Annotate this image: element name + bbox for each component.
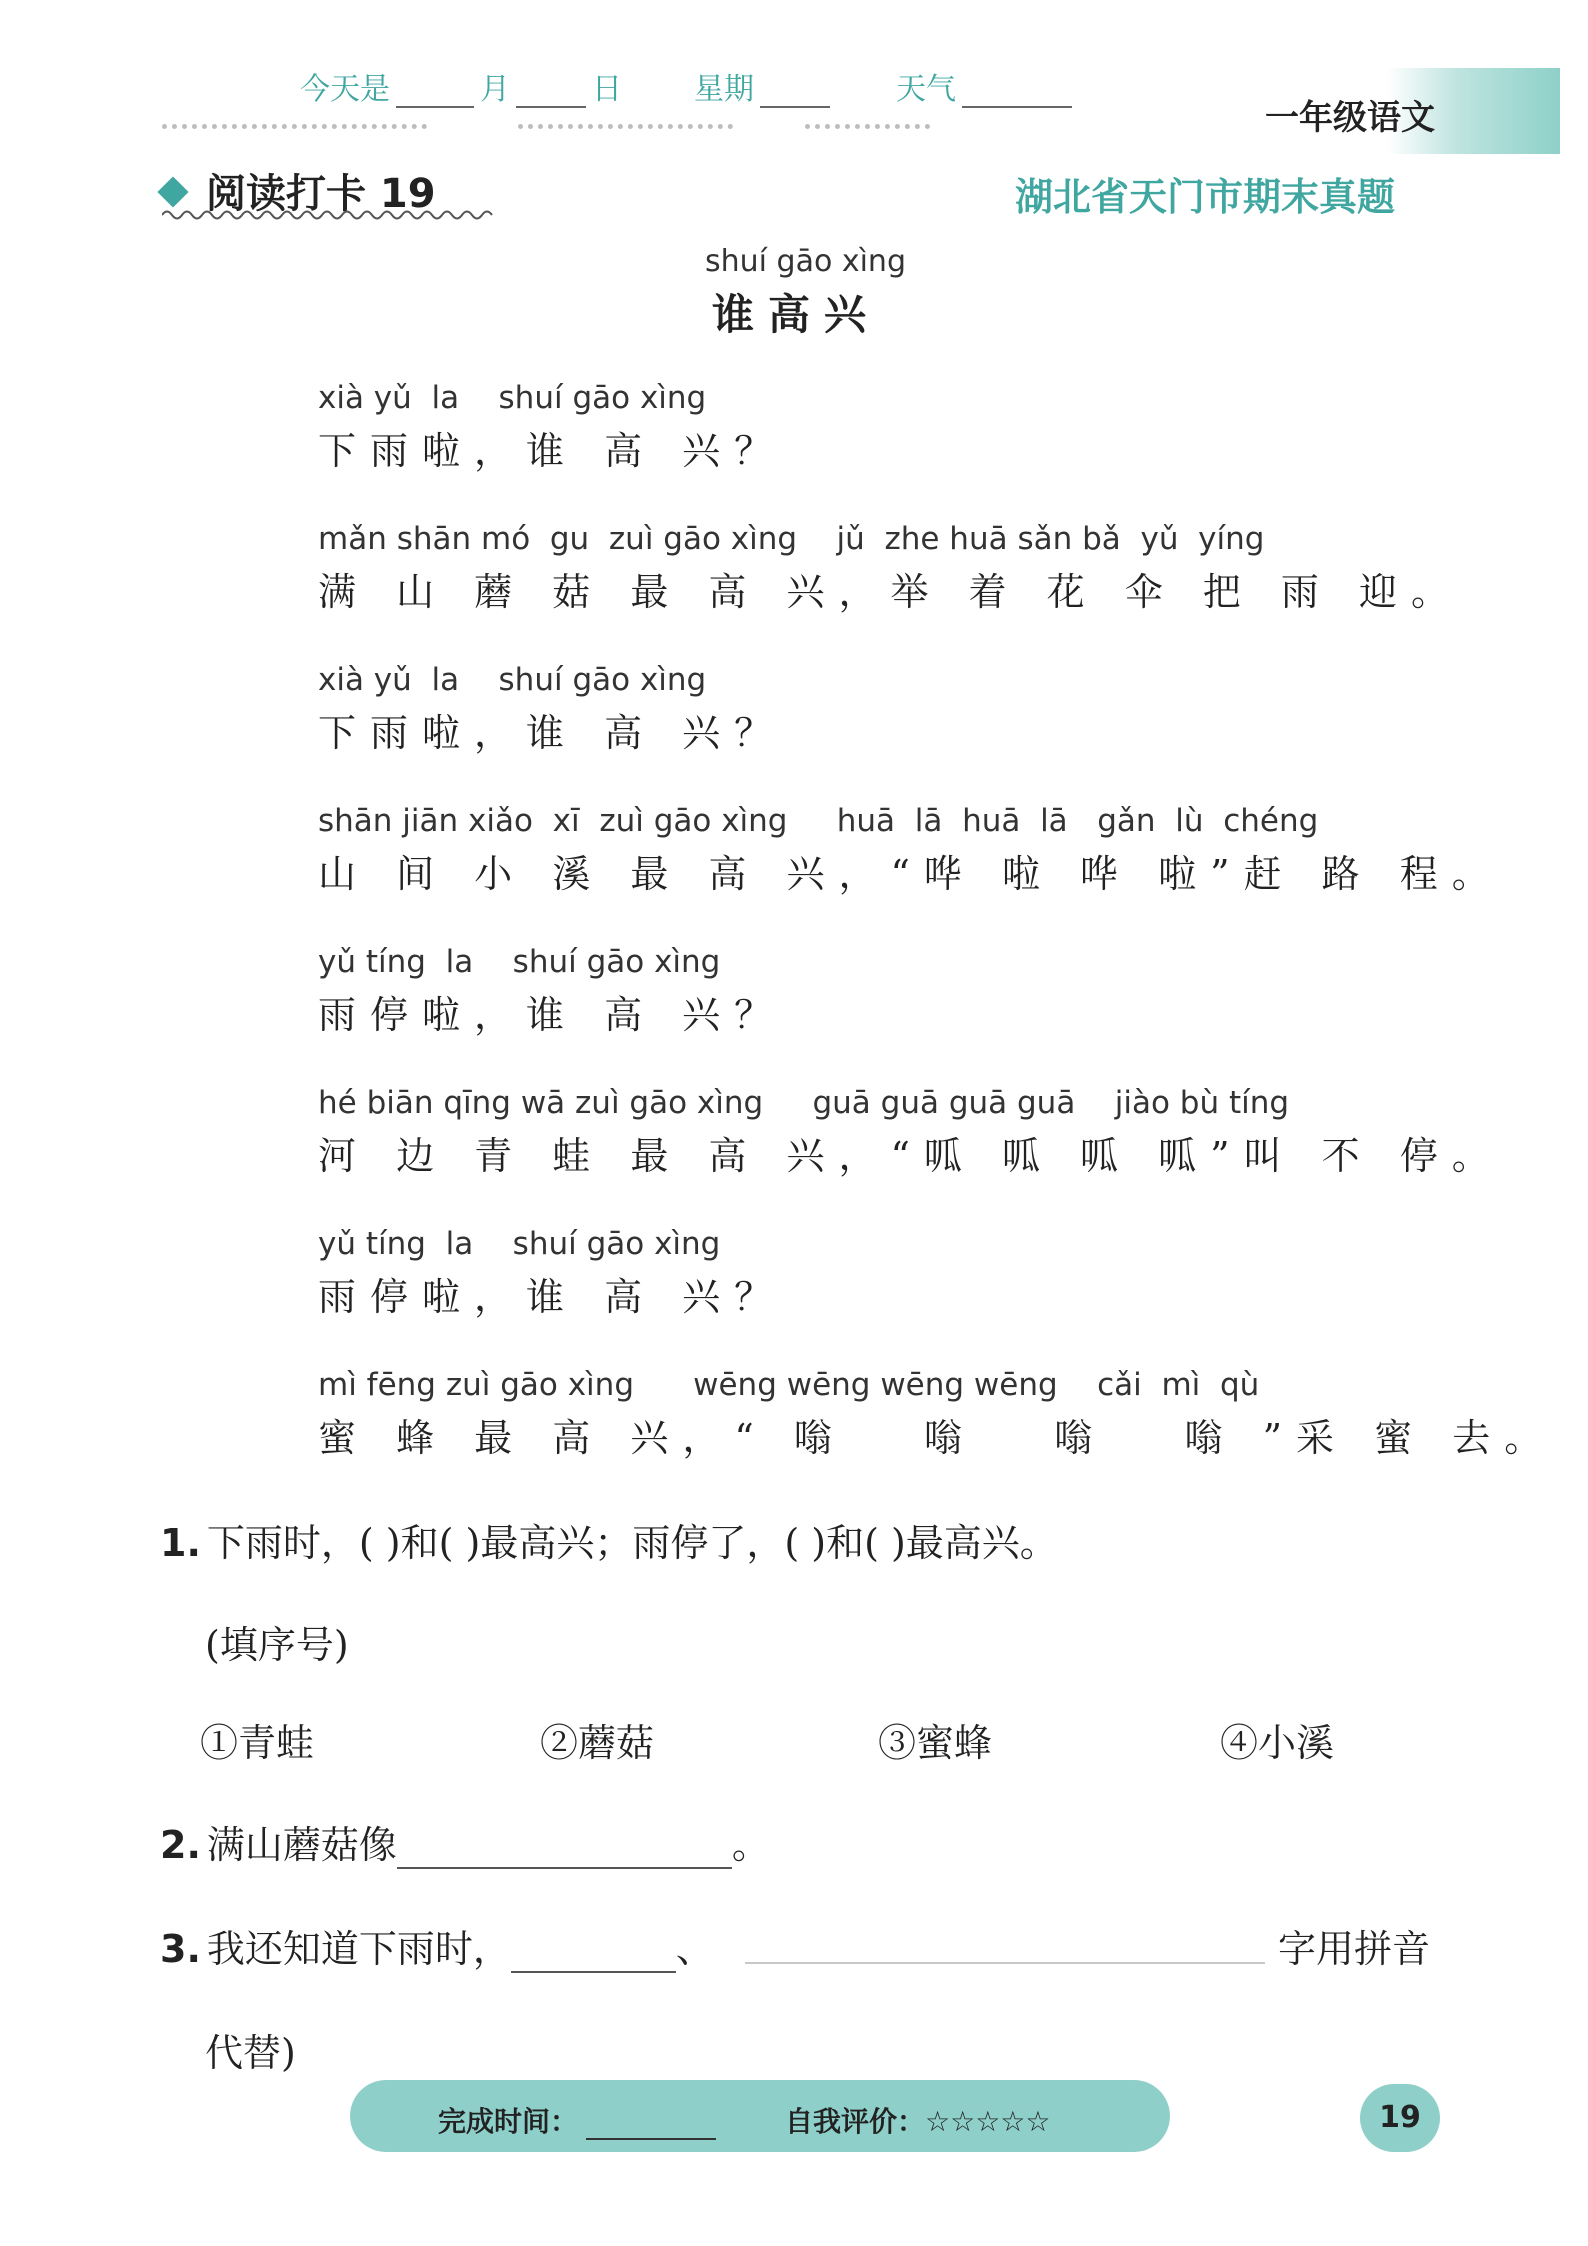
page-number: 19: [1360, 2084, 1440, 2152]
question-1-text: 下雨时，( )和( )最高兴；雨停了，( )和( )最高兴。: [206, 1521, 1058, 1565]
poem-line-text: 下雨啦，谁 高 兴？: [318, 429, 787, 473]
completion-time-blank[interactable]: [586, 2112, 716, 2140]
day-label: 日: [592, 72, 622, 107]
question-3: [160, 1918, 714, 1973]
poem-line-text: 雨停啦，谁 高 兴？: [318, 993, 787, 1037]
poem-line-pinyin: mì fēng zuì gāo xìng wēng wēng wēng wēng cǎi mì qù: [318, 1367, 1260, 1403]
today-is-label: 今天是: [300, 72, 390, 107]
answer-blank[interactable]: [397, 1831, 732, 1869]
completion-time: [438, 2100, 716, 2140]
poem-line-pinyin: shān jiān xiǎo xī zuì gāo xìng huā lā huā lā gǎn lù chéng: [318, 803, 1319, 839]
poem-line-text: 下雨啦，谁 高 兴？: [318, 711, 787, 755]
question-2: [160, 1814, 770, 1869]
question-number: 1.: [160, 1521, 201, 1565]
poem-line-pinyin: yǔ tíng la shuí gāo xìng: [318, 1226, 721, 1262]
answer-blank-fade[interactable]: [745, 1962, 1265, 1964]
option-frog[interactable]: ①青蛙: [200, 1721, 315, 1765]
dotted-divider-3: [805, 124, 930, 129]
dotted-divider-2: [518, 124, 733, 129]
answer-blank[interactable]: [511, 1935, 676, 1973]
question-1: [160, 1512, 1058, 1567]
month-label: 月: [480, 72, 510, 107]
dotted-divider-1: [162, 124, 427, 129]
completion-time-label: 完成时间：: [438, 2105, 579, 2138]
weather-label: 天气: [896, 72, 956, 107]
wavy-underline: [162, 208, 497, 222]
poem-line-pinyin: xià yǔ la shuí gāo xìng: [318, 662, 707, 698]
question-3-sep: 、: [675, 1927, 714, 1971]
poem-line-text: 山 间 小 溪 最 高 兴，“哗 啦 哗 啦”赶 路 程。: [318, 852, 1504, 896]
day-blank[interactable]: [516, 76, 586, 108]
grade-tab: [1215, 68, 1560, 154]
poem-line-text: 河 边 青 蛙 最 高 兴，“呱 呱 呱 呱”叫 不 停。: [318, 1134, 1504, 1178]
question-2-prefix: 满山蘑菇像: [206, 1823, 397, 1867]
question-number: 2.: [160, 1823, 201, 1867]
question-3-continuation: 代替): [205, 2031, 296, 2075]
weather-blank[interactable]: [962, 76, 1072, 108]
poem-title: 谁高兴: [712, 290, 881, 339]
question-3-tail: 字用拼音: [1278, 1927, 1431, 1971]
poem-line-pinyin: mǎn shān mó gu zuì gāo xìng jǔ zhe huā sǎn bǎ yǔ yíng: [318, 521, 1265, 557]
month-blank[interactable]: [396, 76, 474, 108]
question-number: 3.: [160, 1927, 201, 1971]
poem-line-pinyin: yǔ tíng la shuí gāo xìng: [318, 944, 721, 980]
poem-line-pinyin: xià yǔ la shuí gāo xìng: [318, 380, 707, 416]
source-label: 湖北省天门市期末真题: [1015, 175, 1396, 219]
date-line: [300, 64, 1078, 108]
poem-line-text: 雨停啦，谁 高 兴？: [318, 1275, 787, 1319]
diamond-icon: [157, 176, 188, 207]
section-title-text: 阅读打卡 19: [206, 171, 436, 217]
weekday-blank[interactable]: [760, 76, 830, 108]
question-3-prefix: 我还知道下雨时，: [206, 1927, 511, 1971]
grade-label: 一年级语文: [1265, 98, 1435, 138]
option-stream[interactable]: ④小溪: [1220, 1721, 1335, 1765]
weekday-label: 星期: [694, 72, 754, 107]
poem-title-pinyin: shuí gāo xìng: [705, 244, 906, 279]
question-1-hint: (填序号): [205, 1623, 349, 1667]
poem-line-text: 满 山 蘑 菇 最 高 兴，举 着 花 伞 把 雨 迎。: [318, 570, 1463, 614]
option-bee[interactable]: ③蜜蜂: [878, 1721, 993, 1765]
option-mushroom[interactable]: ②蘑菇: [540, 1721, 655, 1765]
poem-line-pinyin: hé biān qīng wā zuì gāo xìng guā guā guā guā jiào bù tíng: [318, 1085, 1290, 1121]
question-2-suffix: 。: [731, 1823, 770, 1867]
poem-line-text: 蜜 蜂 最 高 兴，“ 嗡 嗡 嗡 嗡 ”采 蜜 去。: [318, 1416, 1557, 1460]
self-rating: 自我评价：☆☆☆☆☆: [785, 2105, 1051, 2138]
